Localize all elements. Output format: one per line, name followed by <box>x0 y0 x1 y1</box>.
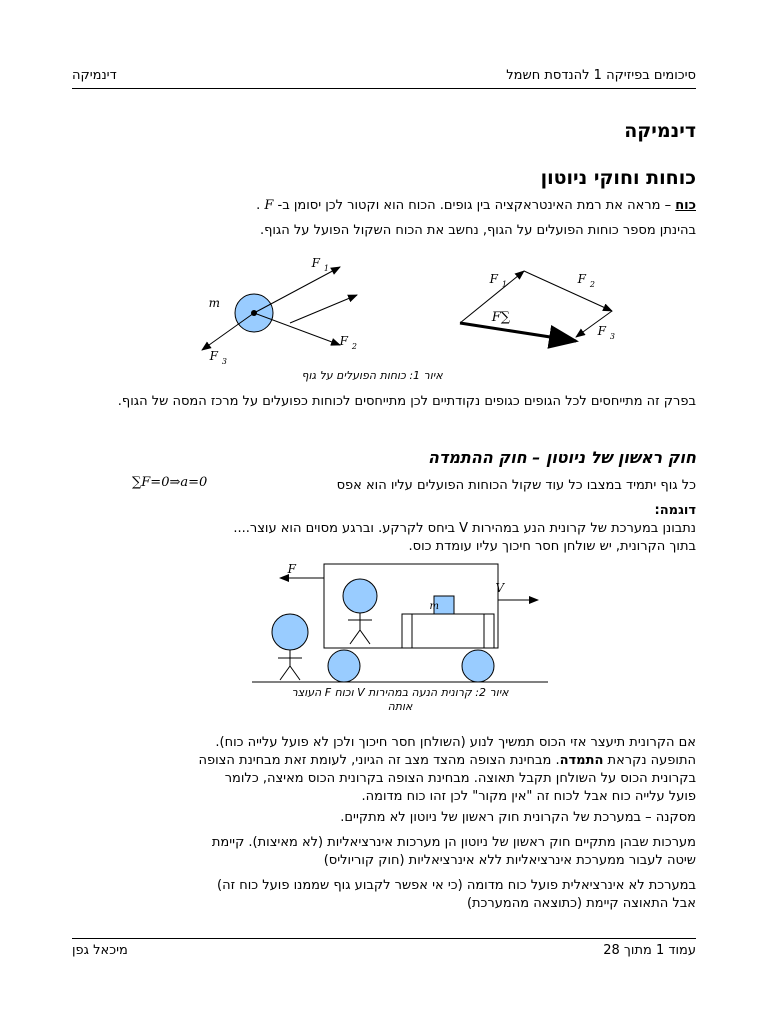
table-top <box>402 614 494 648</box>
inertia-line-1: אם הקרונית תיעצר אזי הכוס תמשיך לנוע (השולחן חסר חיכוך ולכן לא פועל עלייה כוח). <box>215 735 696 750</box>
footer-author: מיכאל גפן <box>72 943 128 958</box>
force-def-end: . <box>256 198 265 213</box>
poly-f2-label: F <box>577 272 586 286</box>
conclusion-line: מסקנה – במערכת של הקרונית חוק ראשון של ניוטון לא מתקיים. <box>340 810 696 825</box>
sum-f1-arrow <box>290 295 357 323</box>
poly-f3-arrow <box>576 311 612 337</box>
mass-label: m <box>208 296 220 310</box>
force-term: כוח <box>675 198 696 213</box>
example-line-2: בתוך הקרונית, יש שולחן חסר חיכוך עליו עומדת כוס. <box>408 539 696 554</box>
figure-1-vector-polygon <box>452 265 652 355</box>
wheel-left <box>328 650 360 682</box>
page-title: דינמיקה <box>624 120 696 142</box>
figure-2-caption-line-2: אותה <box>387 700 413 713</box>
section-title: כוחות וחוקי ניוטון <box>540 167 696 189</box>
poly-f1-label: F <box>489 272 498 286</box>
inertia-line-2 <box>72 752 696 770</box>
non-inertial-paragraph <box>72 877 696 913</box>
f1-label: F <box>311 256 320 270</box>
point-mass-paragraph: בפרק זה מתייחסים לכל הגופים כגופים נקודתיים לכן מתייחסים לכוחות כפועלים על מרכז המסה של הגוף. <box>117 394 696 409</box>
header-doc-title: סיכומים בפיזיקה 1 להנדסת חשמל <box>506 68 696 83</box>
inertial-line-2: שיטה לעבור ממערכת אינרציאליות ללא אינרציאליות (חוק קוריוליס) <box>323 853 696 868</box>
sum-force-line: בהינתן מספר כוחות הפועלים על הגוף, נחשב את הכוח השקול הפועל על הגוף. <box>259 223 696 238</box>
example-line-1: נתבונן במערכת של קרונית הנע במהירות V ביחס לקרקע. וברגע מסוים הוא עוצר.... <box>233 521 696 536</box>
inertia-term: התמדה <box>559 753 604 768</box>
force-definition <box>72 197 696 215</box>
velocity-label: V <box>495 581 504 595</box>
inertial-frames-paragraph <box>72 834 696 870</box>
page-header <box>72 68 696 89</box>
noninertial-line-1: במערכת לא אינרציאלית פועל כוח מדומה (כי אי אפשר לקבוע גוף שממנו פועל כוח זה) <box>217 878 696 893</box>
noninertial-line-2: אבל התאוצה קיימת (כתוצאה מהמערכת) <box>466 896 696 911</box>
inertia-paragraph <box>72 734 696 806</box>
f2-sub: 2 <box>351 342 357 351</box>
figure-2-caption <box>252 686 548 714</box>
figure-1-caption: איור 1: כוחות הפועלים על גוף <box>301 369 443 382</box>
page-footer <box>72 938 696 961</box>
inertia-line-2a: התופעה נקראת <box>603 753 696 768</box>
force-label: F <box>287 562 296 576</box>
person-in-cart-head <box>343 579 377 613</box>
poly-f1-sub: 1 <box>501 280 507 289</box>
force-def-text: – מראה את רמת האינטראקציה בין גופים. הכוח הוא וקטור לכן יסומן ב- <box>273 198 676 213</box>
f3-arrow <box>202 313 254 350</box>
cup-label: m <box>429 601 439 612</box>
poly-f2-sub: 2 <box>589 280 595 289</box>
f1-arrow <box>254 267 340 313</box>
observer-head <box>272 614 308 650</box>
footer-page-number: עמוד 1 מתוך 28 <box>603 943 696 958</box>
law1-title: חוק ראשון של ניוטון – חוק ההתמדה <box>427 448 696 467</box>
inertia-line-3: בקרונית הכוס על השולחן תקבל תאוצה. מבחינת הצופה בקרונית הכוס מאיצה, כלומר <box>224 771 696 786</box>
wheel-right <box>462 650 494 682</box>
f2-arrow <box>254 313 340 345</box>
f2-label: F <box>339 334 348 348</box>
inertia-line-4: פועל עלייה כוח אבל לכוח זה "אין מקור" לכן זהו כוח מדומה. <box>361 789 696 804</box>
f3-sub: 3 <box>221 357 227 366</box>
header-section: דינמיקה <box>72 68 117 83</box>
poly-sum-label: ∑F <box>491 310 510 325</box>
poly-f3-label: F <box>597 324 606 338</box>
figure-2-caption-line-1: איור 2: קרונית הנעה במהירות V וכוח F העוצר <box>291 686 509 699</box>
document-page <box>72 0 696 1024</box>
law1-text: כל גוף יתמיד במצבו כל עוד שקול הכוחות הפועלים עליו הוא אפס <box>336 478 696 493</box>
inertial-line-1: מערכות שבהן מתקיים חוק ראשון של ניוטון הן מערכות אינרציאליות (לא מאיצות). קיימת <box>211 835 696 850</box>
force-symbol: F <box>264 198 274 213</box>
f3-label: F <box>209 349 218 363</box>
figure-2-cart <box>252 558 548 688</box>
law1-formula: ∑F=0⇒a=0 <box>132 475 208 490</box>
free-body-diagram <box>202 256 357 366</box>
example-label: דוגמה: <box>654 503 696 518</box>
inertia-line-2c: . מבחינת הצופה מהצד מצב זה הגיוני, לעומת זאת מבחינת הצופה <box>198 753 560 768</box>
f1-sub: 1 <box>323 264 329 273</box>
poly-f2-arrow <box>524 271 612 311</box>
poly-sum-arrow <box>460 323 576 341</box>
poly-f3-sub: 3 <box>609 332 615 341</box>
